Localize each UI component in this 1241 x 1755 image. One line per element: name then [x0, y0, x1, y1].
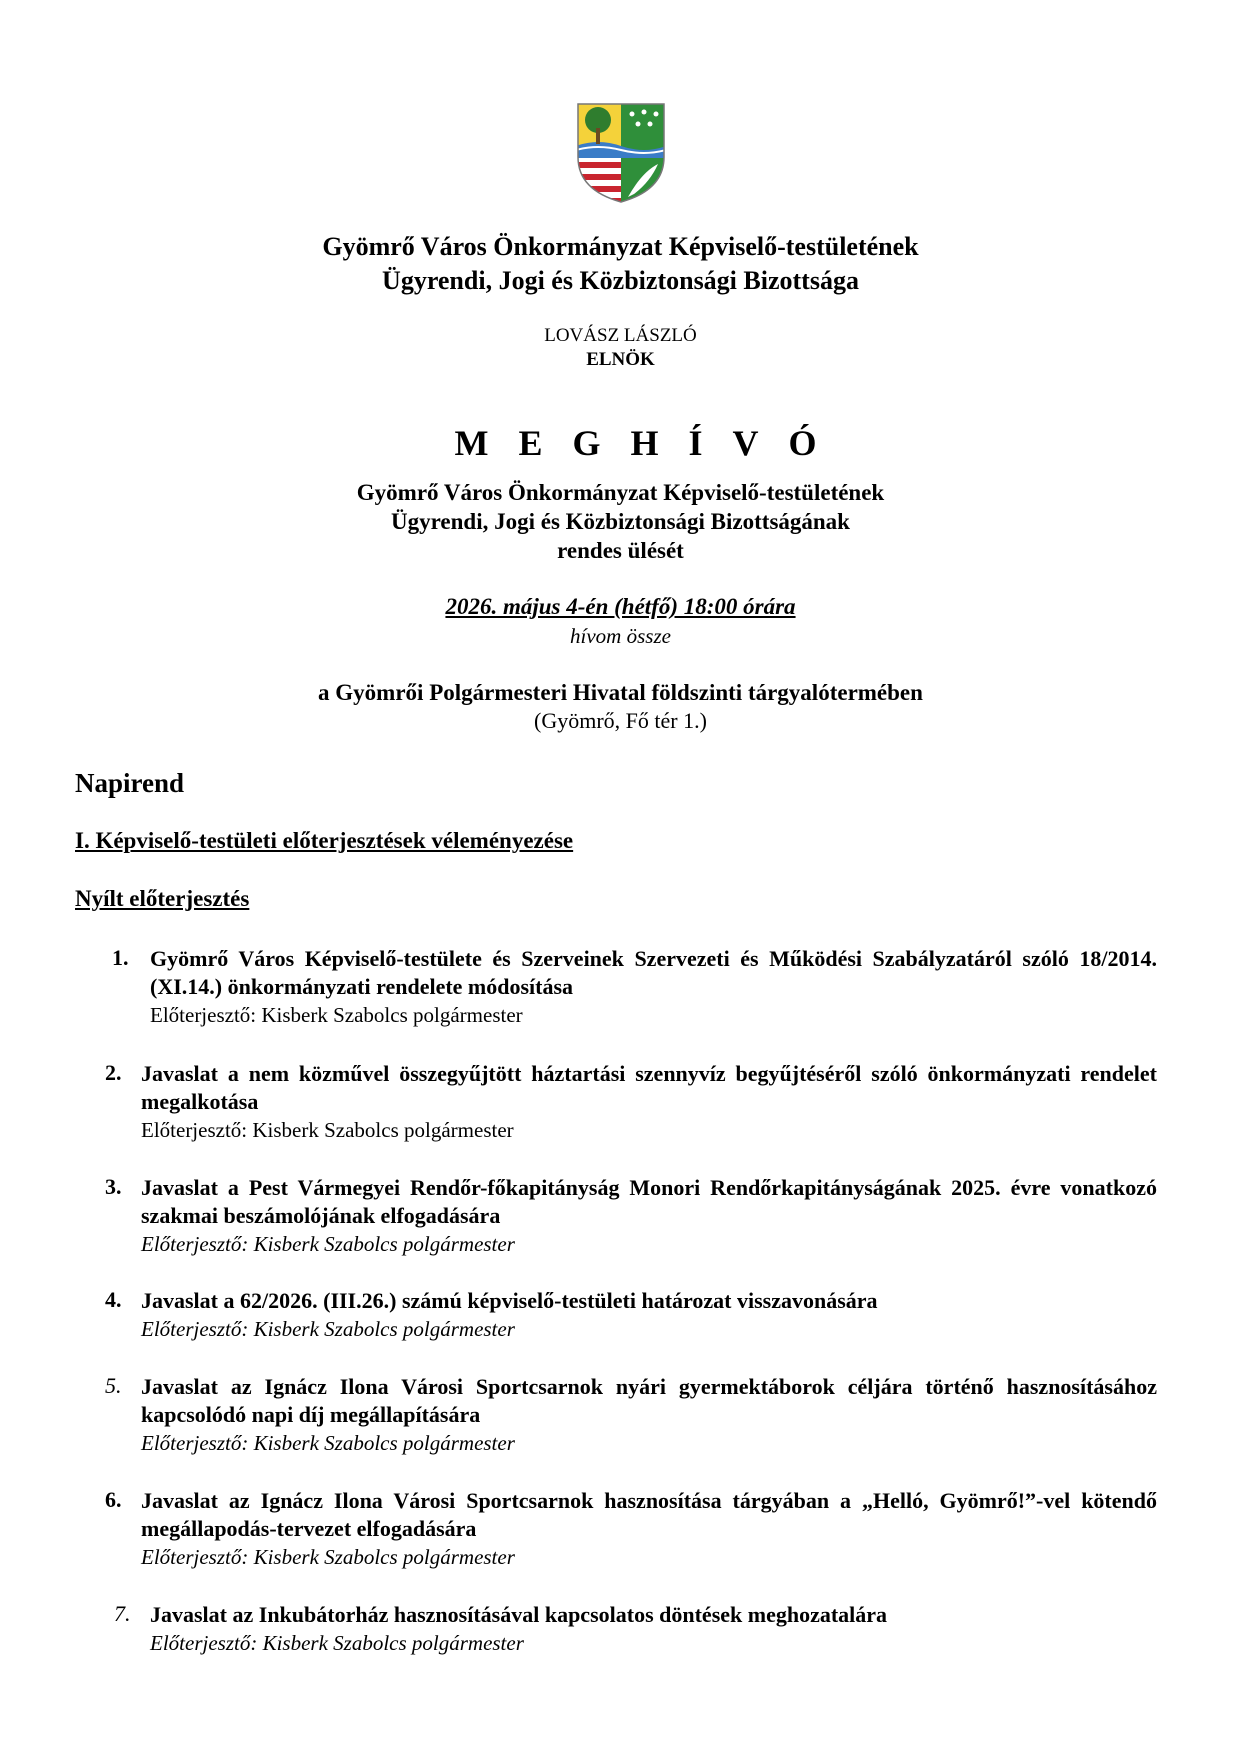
agenda-item-title: Gyömrő Város Képviselő-testülete és Szerveinek Szervezeti és Működési Szabályzatáról szóló 18/2014. (XI.14.) önkormányzati rendelete módosítása	[150, 946, 1157, 999]
chair-name: LOVÁSZ LÁSZLÓ	[544, 325, 697, 346]
agenda-item	[105, 1373, 1157, 1457]
agenda-item-title: Javaslat az Ignácz Ilona Városi Sportcsarnok hasznosítása tárgyában a „Helló, Gyömrő!”-vel kötendő megállapodás-tervezet elfogadására	[141, 1488, 1157, 1541]
agenda-item-number: 5.	[105, 1373, 122, 1398]
agenda-item-title: Javaslat a nem közművel összegyűjtött háztartási szennyvíz begyűjtéséről szóló önkormányzati rendelet megalkotása	[141, 1061, 1157, 1114]
agenda-item-presenter: Előterjesztő: Kisberk Szabolcs polgármester	[150, 1003, 523, 1027]
meeting-place: a Gyömrői Polgármesteri Hivatal földszinti tárgyalótermében	[318, 680, 923, 705]
convene-text: hívom össze	[570, 624, 671, 648]
agenda-item-number: 2.	[105, 1060, 122, 1085]
agenda-item-presenter: Előterjesztő: Kisberk Szabolcs polgármester	[141, 1232, 515, 1256]
invitation-line3: rendes ülését	[557, 538, 684, 563]
agenda-item	[105, 1287, 1157, 1343]
agenda-section: I. Képviselő-testületi előterjesztések véleményezése	[75, 828, 574, 853]
agenda-item	[112, 945, 1157, 1029]
agenda-item-number: 4.	[105, 1287, 122, 1312]
agenda-subsection: Nyílt előterjesztés	[75, 886, 250, 911]
agenda-item-title: Javaslat az Inkubátorház hasznosításával kapcsolatos döntések meghozatalára	[150, 1602, 888, 1627]
meeting-date: 2026. május 4-én (hétfő) 18:00 órára	[445, 594, 796, 619]
agenda-item	[114, 1601, 1157, 1657]
agenda-heading: Napirend	[75, 768, 185, 798]
coat-of-arms-icon	[576, 102, 666, 204]
agenda-item-number: 1.	[112, 945, 129, 970]
chair-title: ELNÖK	[586, 349, 655, 370]
agenda-item-presenter: Előterjesztő: Kisberk Szabolcs polgármester	[141, 1545, 515, 1569]
agenda-item	[105, 1060, 1157, 1144]
agenda-item	[105, 1487, 1157, 1571]
agenda-item-presenter: Előterjesztő: Kisberk Szabolcs polgármester	[141, 1431, 515, 1455]
agenda-item-title: Javaslat a Pest Vármegyei Rendőr-főkapitányság Monori Rendőrkapitányságának 2025. évre vonatkozó szakmai beszámolójának elfogadására	[141, 1175, 1157, 1228]
agenda-item-number: 7.	[114, 1601, 131, 1626]
org-name-line2: Ügyrendi, Jogi és Közbiztonsági Bizottsága	[382, 266, 859, 295]
agenda-item-title: Javaslat a 62/2026. (III.26.) számú képviselő-testületi határozat visszavonására	[141, 1288, 878, 1313]
invitation-title: MEGHÍVÓ	[454, 423, 847, 463]
org-name-line1: Gyömrő Város Önkormányzat Képviselő-testületének	[322, 232, 919, 261]
agenda-item-number: 3.	[105, 1174, 122, 1199]
meeting-address: (Gyömrő, Fő tér 1.)	[534, 708, 707, 733]
invitation-line1: Gyömrő Város Önkormányzat Képviselő-testületének	[356, 480, 885, 505]
agenda-item-presenter: Előterjesztő: Kisberk Szabolcs polgármester	[141, 1317, 515, 1341]
agenda-item-number: 6.	[105, 1487, 122, 1512]
agenda-item-title: Javaslat az Ignácz Ilona Városi Sportcsarnok nyári gyermektáborok céljára történő hasznosításához kapcsolódó napi díj megállapítására	[141, 1374, 1157, 1427]
invitation-line2: Ügyrendi, Jogi és Közbiztonsági Bizottságának	[391, 509, 850, 534]
agenda-item	[105, 1174, 1157, 1258]
agenda-item-presenter: Előterjesztő: Kisberk Szabolcs polgármester	[141, 1118, 514, 1142]
agenda-item-presenter: Előterjesztő: Kisberk Szabolcs polgármester	[150, 1631, 524, 1655]
